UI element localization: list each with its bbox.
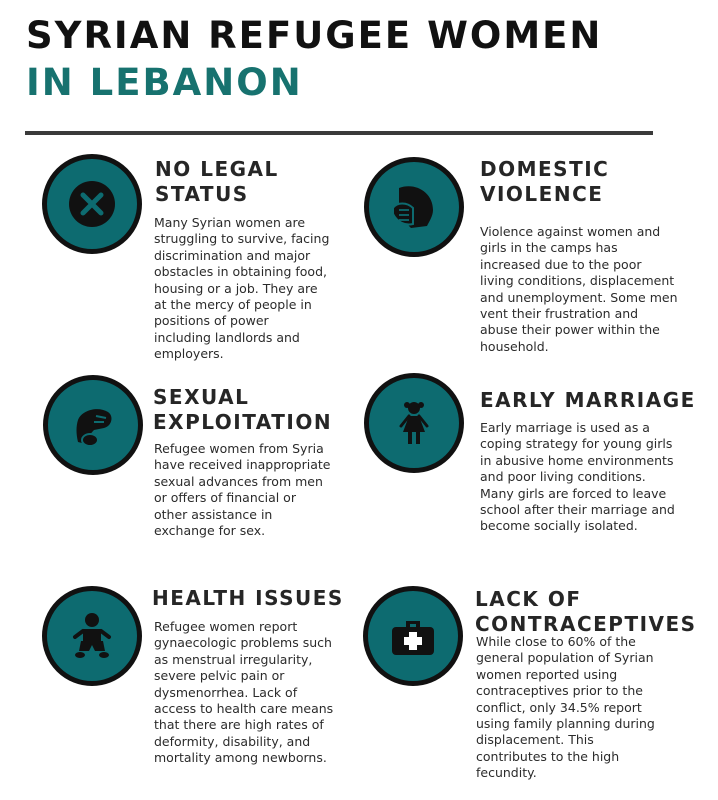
grabbing-hand-icon [43,375,143,475]
section-text-contraceptives: While close to 60% of the general population of Syrian women reported using contraceptives prior to the conflict, only 34.5% report using family planning during displacement. This contributes to the high fecundity. [476,634,655,781]
section-text-legal-status: Many Syrian women are struggling to survive, facing discrimination and major obstacles in obtaining food, housing or a job. They are at the mercy of people in positions of power including landlords and employers. [154,215,330,362]
section-heading-domestic-violence: DOMESTIC VIOLENCE [480,157,610,206]
section-heading-health-issues: HEALTH ISSUES [152,586,344,610]
baby-icon [42,586,142,686]
section-text-domestic-violence: Violence against women and girls in the camps has increased due to the poor living conditions, displacement and unemployment. Some men vent their frustration and abuse their power within the household. [480,224,678,354]
covered-face-icon [364,157,464,257]
page-title: SYRIAN REFUGEE WOMEN [26,14,603,57]
page-subtitle: IN LEBANON [26,61,303,104]
girl-icon [364,373,464,473]
x-circle-icon [42,154,142,254]
section-text-health-issues: Refugee women report gynaecologic problems such as menstrual irregularity, severe pelvic pain or dysmenorrhea. Lack of access to health care means that there are high rates of deformity, disability, and mortality among newborns. [154,619,334,766]
section-heading-legal-status: NO LEGAL STATUS [155,157,279,206]
section-heading-contraceptives: LACK OF CONTRACEPTIVES [475,587,697,636]
section-heading-early-marriage: EARLY MARRIAGE [480,388,696,412]
section-text-early-marriage: Early marriage is used as a coping strategy for young girls in abusive home environments and poor living conditions. Many girls are forced to leave school after their marriage and become socially isolated. [480,420,675,534]
section-text-sexual-exploitation: Refugee women from Syria have received inappropriate sexual advances from men or offers of financial or other assistance in exchange for sex. [154,441,331,539]
medical-kit-icon [363,586,463,686]
section-heading-sexual-exploitation: SEXUAL EXPLOITATION [153,385,333,434]
header-divider [25,131,653,135]
